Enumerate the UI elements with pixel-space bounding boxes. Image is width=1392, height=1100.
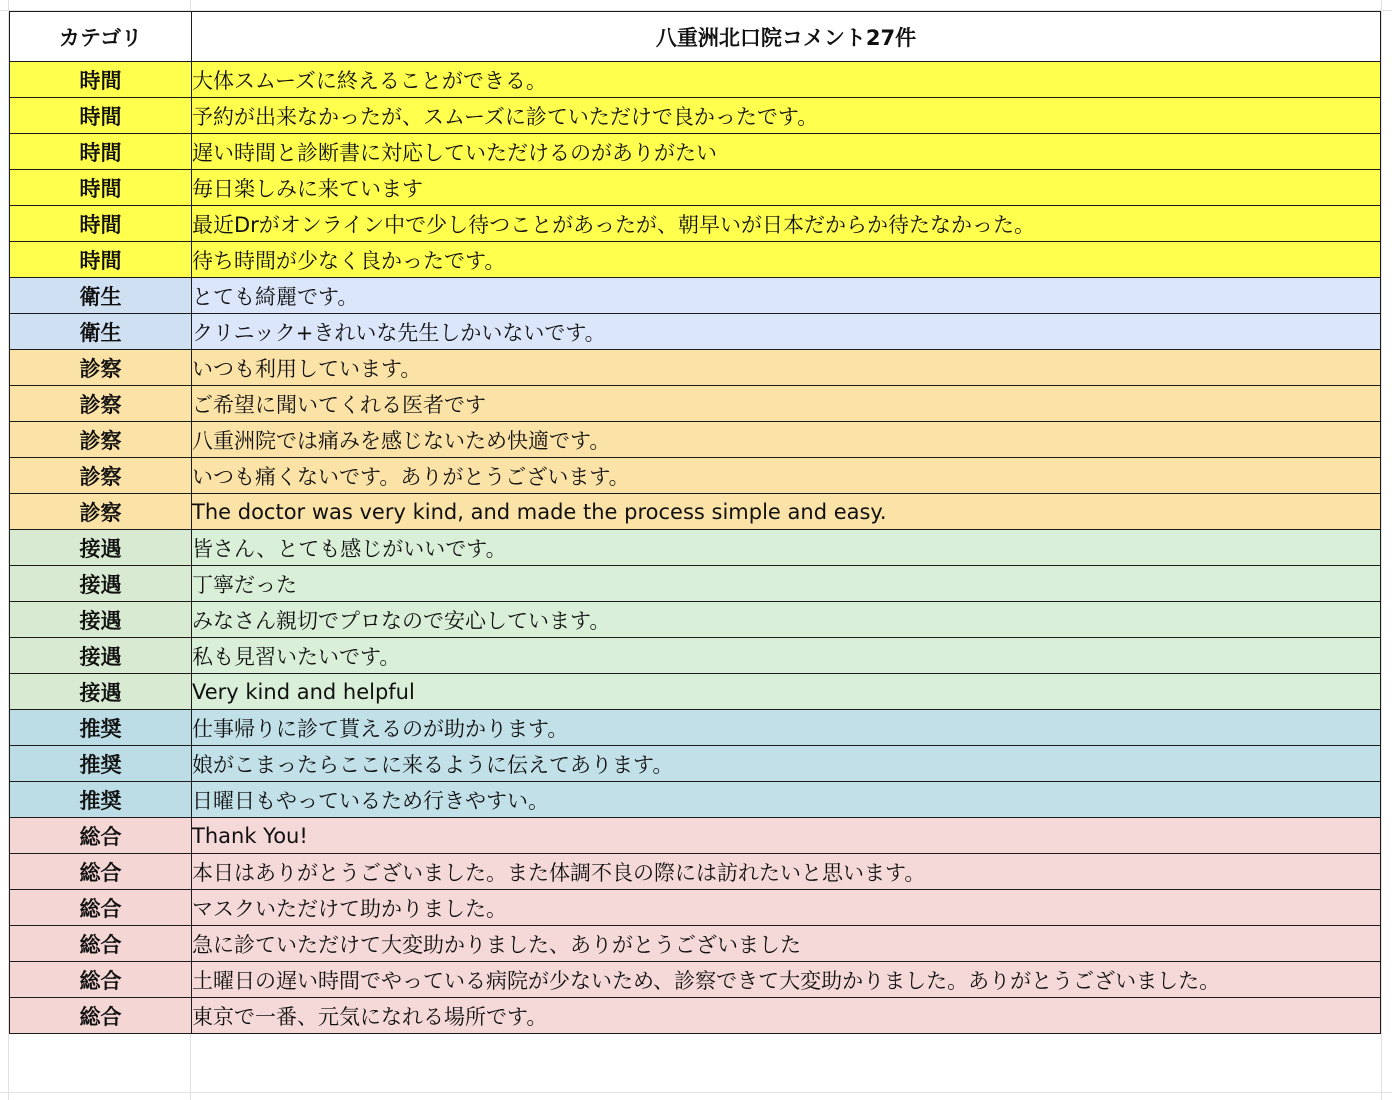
comment-cell[interactable]: 急に診ていただけて大変助かりました、ありがとうございました [192,926,1381,962]
comment-cell[interactable]: 待ち時間が少なく良かったです。 [192,242,1381,278]
category-cell[interactable]: 時間 [10,242,192,278]
table-row [10,206,1381,242]
category-cell[interactable]: 診察 [10,422,192,458]
comment-cell[interactable]: Thank You! [192,818,1381,854]
table-row [10,242,1381,278]
comment-cell[interactable]: 皆さん、とても感じがいいです。 [192,530,1381,566]
header-row [10,12,1381,62]
category-cell[interactable]: 接遇 [10,674,192,710]
comment-cell[interactable]: The doctor was very kind, and made the process simple and easy. [192,494,1381,530]
table-row [10,566,1381,602]
category-cell[interactable]: 診察 [10,386,192,422]
category-cell[interactable]: 総合 [10,962,192,998]
comment-cell[interactable]: ご希望に聞いてくれる医者です [192,386,1381,422]
comment-cell[interactable]: 土曜日の遅い時間でやっている病院が少ないため、診察できて大変助かりました。ありがとうございました。 [192,962,1381,998]
category-cell[interactable]: 総合 [10,998,192,1034]
comment-cell[interactable]: マスクいただけて助かりました。 [192,890,1381,926]
category-cell[interactable]: 時間 [10,170,192,206]
table-row [10,674,1381,710]
comment-cell[interactable]: みなさん親切でプロなので安心しています。 [192,602,1381,638]
category-cell[interactable]: 時間 [10,62,192,98]
category-cell[interactable]: 接遇 [10,530,192,566]
category-cell[interactable]: 衛生 [10,314,192,350]
category-cell[interactable]: 診察 [10,458,192,494]
table-row [10,638,1381,674]
comment-cell[interactable]: 丁寧だった [192,566,1381,602]
comments-table [9,11,1381,1034]
gridline [1381,0,1382,1100]
comment-cell[interactable]: Very kind and helpful [192,674,1381,710]
table-row [10,422,1381,458]
comment-column-header[interactable]: 八重洲北口院コメント27件 [192,12,1381,62]
table-row [10,98,1381,134]
category-cell[interactable]: 診察 [10,350,192,386]
table-row [10,998,1381,1034]
comment-cell[interactable]: 娘がこまったらここに来るように伝えてあります。 [192,746,1381,782]
comment-cell[interactable]: 東京で一番、元気になれる場所です。 [192,998,1381,1034]
comment-cell[interactable]: いつも利用しています。 [192,350,1381,386]
comment-cell[interactable]: 仕事帰りに診て貰えるのが助かります。 [192,710,1381,746]
comment-cell[interactable]: クリニック+きれいな先生しかいないです。 [192,314,1381,350]
comment-cell[interactable]: 最近Drがオンライン中で少し待つことがあったが、朝早いが日本だからか待たなかった。 [192,206,1381,242]
category-cell[interactable]: 時間 [10,134,192,170]
category-cell[interactable]: 接遇 [10,566,192,602]
comment-cell[interactable]: 私も見習いたいです。 [192,638,1381,674]
table-row [10,926,1381,962]
table-row [10,854,1381,890]
category-cell[interactable]: 推奨 [10,746,192,782]
category-cell[interactable]: 接遇 [10,602,192,638]
table-row [10,710,1381,746]
table-row [10,890,1381,926]
category-cell[interactable]: 総合 [10,818,192,854]
comment-cell[interactable]: 毎日楽しみに来ています [192,170,1381,206]
table-row [10,494,1381,530]
comment-cell[interactable]: とても綺麗です。 [192,278,1381,314]
comment-cell[interactable]: いつも痛くないです。ありがとうございます。 [192,458,1381,494]
table-row [10,314,1381,350]
table-row [10,62,1381,98]
gridline [0,1092,1392,1093]
category-cell[interactable]: 接遇 [10,638,192,674]
category-cell[interactable]: 総合 [10,926,192,962]
table-row [10,350,1381,386]
comment-cell[interactable]: 本日はありがとうございました。また体調不良の際には訪れたいと思います。 [192,854,1381,890]
comment-cell[interactable]: 予約が出来なかったが、スムーズに診ていただけで良かったです。 [192,98,1381,134]
table-row [10,962,1381,998]
category-cell[interactable]: 診察 [10,494,192,530]
table-row [10,458,1381,494]
category-cell[interactable]: 時間 [10,98,192,134]
comment-cell[interactable]: 大体スムーズに終えることができる。 [192,62,1381,98]
comment-cell[interactable]: 遅い時間と診断書に対応していただけるのがありがたい [192,134,1381,170]
comment-cell[interactable]: 日曜日もやっているため行きやすい。 [192,782,1381,818]
table-row [10,134,1381,170]
table-row [10,170,1381,206]
table-body [10,62,1381,1034]
table-row [10,746,1381,782]
table-row [10,530,1381,566]
table-row [10,818,1381,854]
category-cell[interactable]: 時間 [10,206,192,242]
table-row [10,602,1381,638]
category-cell[interactable]: 総合 [10,854,192,890]
category-cell[interactable]: 衛生 [10,278,192,314]
category-cell[interactable]: 推奨 [10,782,192,818]
category-cell[interactable]: 推奨 [10,710,192,746]
table-row [10,386,1381,422]
table-row [10,278,1381,314]
comment-cell[interactable]: 八重洲院では痛みを感じないため快適です。 [192,422,1381,458]
category-cell[interactable]: 総合 [10,890,192,926]
category-column-header[interactable]: カテゴリ [10,12,192,62]
table-row [10,782,1381,818]
